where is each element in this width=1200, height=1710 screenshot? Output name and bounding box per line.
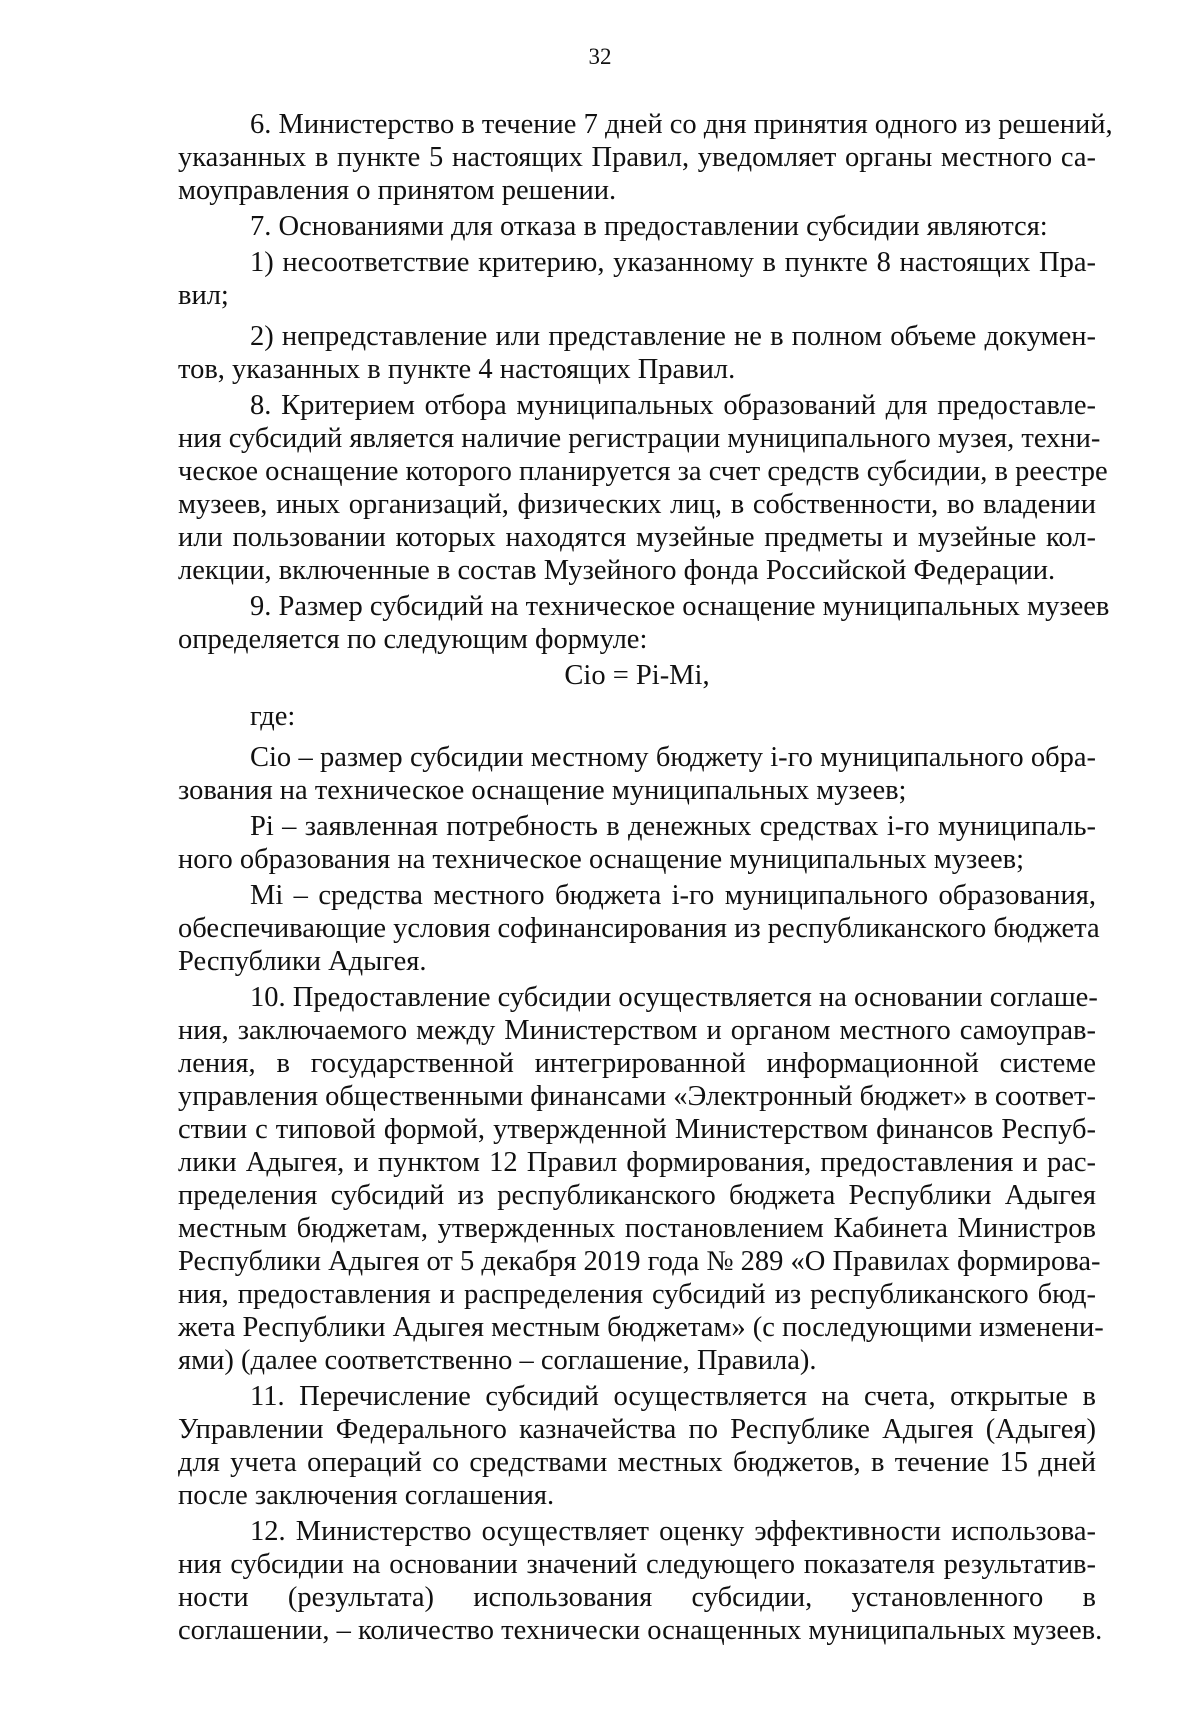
text-line: моуправления о принятом решении. — [178, 175, 617, 206]
document-body — [178, 108, 1113, 1650]
where-label — [178, 700, 1096, 733]
text-line: Pi – заявленная потребность в денежных средствах i-го муниципаль- — [250, 811, 1096, 842]
text-line: музеев, иных организаций, физических лиц, в собственности, во владении — [178, 489, 1096, 520]
formula — [178, 659, 1096, 692]
paragraph-12 — [178, 1515, 1103, 1647]
text-line: после заключения соглашения. — [178, 1480, 555, 1511]
text-line: 12. Министерство осуществляет оценку эффективности использова- — [250, 1516, 1096, 1547]
text-line: 7. Основаниями для отказа в предоставлении субсидии являются: — [250, 211, 1048, 242]
paragraph-7-item-1 — [178, 246, 1096, 312]
text-line: ния, предоставления и распределения субсидий из республиканского бюд- — [178, 1279, 1096, 1310]
paragraph-7-item-2 — [178, 320, 1096, 386]
text-line: местным бюджетам, утвержденных постановлением Кабинета Министров — [178, 1213, 1096, 1244]
paragraph-7 — [178, 210, 1096, 243]
text-line: управления общественными финансами «Электронный бюджет» в соответ- — [178, 1081, 1096, 1112]
definition-mi — [178, 879, 1100, 978]
paragraph-11 — [178, 1380, 1096, 1512]
text-line: соглашении, – количество технически оснащенных муниципальных музеев. — [178, 1615, 1103, 1646]
text-line: лекции, включенные в состав Музейного фонда Российской Федерации. — [178, 555, 1056, 586]
text-line: Республики Адыгея. — [178, 946, 427, 977]
text-line: зования на техническое оснащение муниципальных музеев; — [178, 775, 907, 806]
text-line: или пользовании которых находятся музейные предметы и музейные кол- — [178, 522, 1096, 553]
text-line: ния субсидии на основании значений следующего показателя результатив- — [178, 1549, 1096, 1580]
text-line: жета Республики Адыгея местным бюджетам» (с последующими изменени- — [178, 1312, 1104, 1343]
text-line: 10. Предоставление субсидии осуществляется на основании соглаше- — [250, 982, 1098, 1013]
text-line: пределения субсидий из республиканского бюджета Республики Адыгея — [178, 1180, 1096, 1211]
paragraph-8 — [178, 389, 1108, 587]
text-line: Сio – размер субсидии местному бюджету i-го муниципального обра- — [250, 742, 1096, 773]
text-line: Mi – средства местного бюджета i-го муниципального образования, — [250, 880, 1096, 911]
paragraph-6 — [178, 108, 1113, 207]
text-line: 6. Министерство в течение 7 дней со дня принятия одного из решений, — [250, 109, 1113, 140]
text-line: 11. Перечисление субсидий осуществляется на счета, открытые в — [250, 1381, 1096, 1412]
formula-text: Сio = Pi-Mi, — [564, 660, 710, 691]
text-line: указанных в пункте 5 настоящих Правил, уведомляет органы местного са- — [178, 142, 1096, 173]
text-line: ния, заключаемого между Министерством и органом местного самоуправ- — [178, 1015, 1096, 1046]
text-line: ного образования на техническое оснащение муниципальных музеев; — [178, 844, 1024, 875]
text-line: для учета операций со средствами местных бюджетов, в течение 15 дней — [178, 1447, 1096, 1478]
text-line: ствии с типовой формой, утвержденной Министерством финансов Респуб- — [178, 1114, 1096, 1145]
text-line: 1) несоответствие критерию, указанному в пункте 8 настоящих Пра- — [250, 247, 1096, 278]
text-line: Республики Адыгея от 5 декабря 2019 года № 289 «О Правилах формирова- — [178, 1246, 1101, 1277]
text-line: 8. Критерием отбора муниципальных образований для предоставле- — [250, 390, 1096, 421]
text-line: 9. Размер субсидий на техническое оснащение муниципальных музеев — [250, 591, 1110, 622]
paragraph-10 — [178, 981, 1104, 1377]
paragraph-9 — [178, 590, 1110, 656]
text-line: лики Адыгея, и пунктом 12 Правил формирования, предоставления и рас- — [178, 1147, 1096, 1178]
definition-pi — [178, 810, 1096, 876]
page-number: 32 — [588, 44, 612, 69]
text-line: ния субсидий является наличие регистрации муниципального музея, техни- — [178, 423, 1101, 454]
text-line: 2) непредставление или представление не в полном объеме докумен- — [250, 321, 1096, 352]
text-line: Управлении Федерального казначейства по Республике Адыгея (Адыгея) — [178, 1414, 1096, 1445]
text-line: ческое оснащение которого планируется за счет средств субсидии, в реестре — [178, 456, 1108, 487]
text-line: где: — [250, 701, 296, 732]
text-line: ления, в государственной интегрированной информационной системе — [178, 1048, 1096, 1079]
text-line: ности (результата) использования субсидии, установленного в — [178, 1582, 1096, 1613]
text-line: обеспечивающие условия софинансирования из республиканского бюджета — [178, 913, 1100, 944]
text-line: вил; — [178, 280, 229, 311]
definition-cio — [178, 741, 1096, 807]
text-line: определяется по следующим формуле: — [178, 624, 648, 655]
text-line: тов, указанных в пункте 4 настоящих Правил. — [178, 354, 736, 385]
text-line: ями) (далее соответственно – соглашение, Правила). — [178, 1345, 817, 1376]
